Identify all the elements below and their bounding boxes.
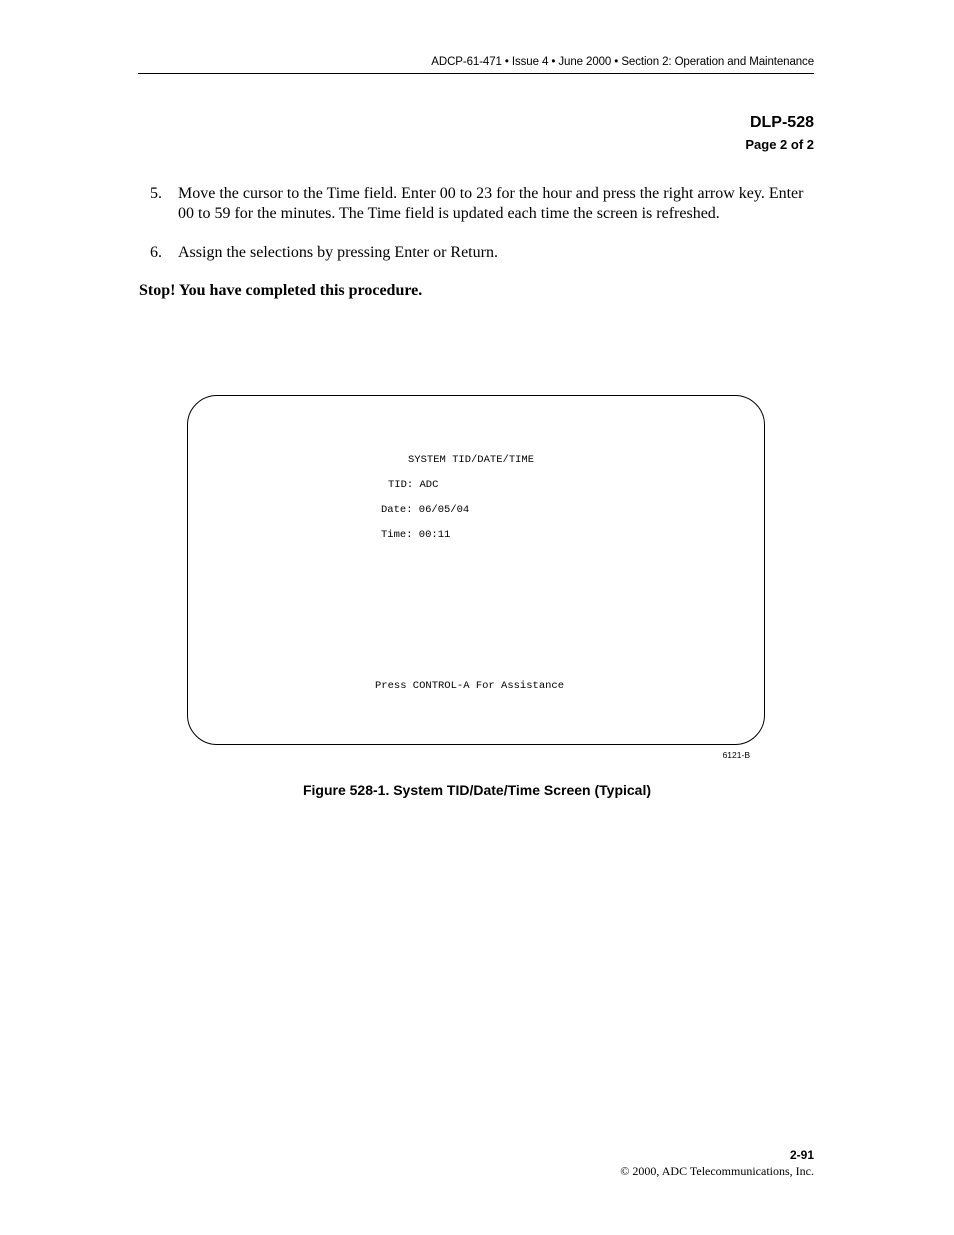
time-field: Time: 00:11 — [381, 529, 451, 541]
step-text: Assign the selections by pressing Enter or Return. — [178, 244, 498, 261]
stop-notice: Stop! You have completed this procedure. — [139, 282, 423, 299]
document-id: DLP-528 — [749, 114, 814, 131]
page-number: 2-91 — [789, 1148, 814, 1162]
screen-title: SYSTEM TID/DATE/TIME — [408, 454, 535, 466]
copyright: © 2000, ADC Telecommunications, Inc. — [620, 1164, 814, 1178]
date-field: Date: 06/05/04 — [381, 504, 470, 516]
step-text: Move the cursor to the Time field. Enter 00 to 23 for the hour and press the right arrow key. Enter 00 to 59 for the minutes. The Time field is updated each time the screen is refreshed. — [178, 185, 804, 222]
figure-caption: Figure 528-1. System TID/Date/Time Screen (Typical) — [302, 782, 652, 798]
assistance-hint: Press CONTROL-A For Assistance — [375, 680, 565, 692]
header-rule — [138, 73, 814, 74]
page-of-indicator: Page 2 of 2 — [745, 137, 814, 152]
tid-field: TID: ADC — [388, 479, 439, 491]
step-number: 5. — [150, 185, 162, 202]
running-header: ADCP-61-471 • Issue 4 • June 2000 • Section 2: Operation and Maintenance — [431, 56, 814, 68]
step-number: 6. — [150, 244, 162, 261]
figure-id: 6121-B — [722, 750, 750, 760]
terminal-screen-figure — [187, 395, 765, 745]
